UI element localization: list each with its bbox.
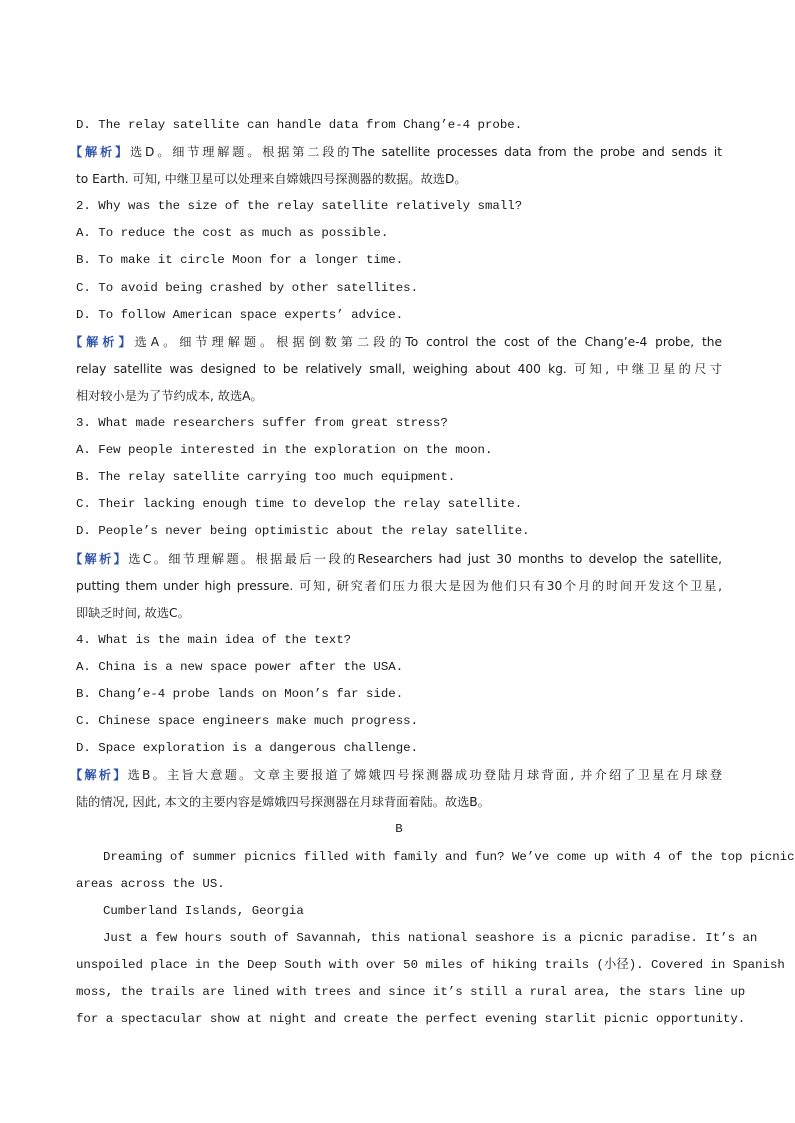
text-line [76, 735, 722, 762]
line-text: putting them under high pressure. 可知, 研究者们压力很大是因为他们只有30个月的时间开发这个卫星, [76, 578, 722, 593]
text-line [76, 816, 722, 843]
text-line [76, 789, 722, 816]
line-text: C. To avoid being crashed by other satellites. [76, 280, 419, 295]
line-text: unspoiled place in the Deep South with over 50 miles of hiking trails (小径). Covered in Spanish [76, 957, 785, 972]
line-text: 即缺乏时间, 故选C。 [76, 605, 190, 620]
analysis-tag: 【解析】 [70, 551, 129, 566]
line-text: for a spectacular show at night and create the perfect evening starlit picnic opportunity. [76, 1012, 746, 1027]
text-line [70, 139, 722, 166]
line-text: areas across the US. [76, 876, 225, 891]
line-text: 2. Why was the size of the relay satellite relatively small? [76, 199, 523, 214]
text-line [76, 871, 722, 898]
line-text: D. To follow American space experts’ advice. [76, 307, 404, 322]
text-line [76, 275, 722, 302]
line-text: 3. What made researchers suffer from great stress? [76, 416, 448, 431]
text-line [76, 573, 722, 600]
text-line [76, 1006, 746, 1033]
text-line [76, 410, 722, 437]
analysis-tag: 【解析】 [70, 768, 128, 783]
text-line [76, 437, 722, 464]
line-text: to Earth. 可知, 中继卫星可以处理来自嫦娥四号探测器的数据。故选D。 [76, 172, 467, 187]
line-text: A. Few people interested in the exploration on the moon. [76, 443, 493, 458]
text-line [70, 329, 722, 356]
line-text: Dreaming of summer picnics filled with family and fun? We’ve come up with 4 of the top picnic [103, 849, 795, 864]
text-line [76, 220, 722, 247]
line-text: B. Chang’e-4 probe lands on Moon’s far side. [76, 686, 404, 701]
text-line [76, 925, 758, 952]
line-text: B. The relay satellite carrying too much equipment. [76, 470, 456, 485]
line-text: 陆的情况, 因此, 本文的主要内容是嫦娥四号探测器在月球背面着陆。故选B。 [76, 795, 490, 810]
text-line [76, 627, 722, 654]
text-line [76, 302, 722, 329]
line-text: D. People’s never being optimistic about the relay satellite. [76, 524, 530, 539]
text-line [76, 464, 722, 491]
text-line [76, 844, 795, 871]
line-text: 选C。细节理解题。根据最后一段的Researchers had just 30 months to develop the satellite, [128, 551, 723, 566]
line-text: D. Space exploration is a dangerous challenge. [76, 741, 419, 756]
line-text: B. To make it circle Moon for a longer time. [76, 253, 404, 268]
line-text: 选D。细节理解题。根据第二段的The satellite processes data from the probe and sends it [130, 145, 722, 160]
text-line [76, 491, 722, 518]
text-line [76, 356, 722, 383]
text-line [70, 762, 723, 789]
document-page [70, 112, 795, 1033]
analysis-tag: 【解析】 [70, 145, 130, 160]
text-line [76, 898, 722, 925]
line-text: B [395, 822, 403, 837]
line-text: 选B。主旨大意题。文章主要报道了嫦娥四号探测器成功登陆月球背面, 并介绍了卫星在月球登 [127, 768, 723, 783]
text-line [76, 654, 722, 681]
line-text: relay satellite was designed to be relatively small, weighing about 400 kg. 可知, 中继卫星的尺寸 [76, 361, 722, 376]
text-line [76, 952, 785, 979]
text-line [76, 166, 722, 193]
text-line [76, 681, 722, 708]
text-line [76, 979, 746, 1006]
text-line [76, 247, 722, 274]
text-line [76, 518, 722, 545]
line-text: Cumberland Islands, Georgia [103, 903, 304, 918]
line-text: A. China is a new space power after the USA. [76, 659, 404, 674]
line-text: C. Chinese space engineers make much progress. [76, 714, 419, 729]
line-text: 选A。细节理解题。根据倒数第二段的To control the cost of the Chang’e-4 probe, the [134, 334, 722, 349]
text-line [76, 383, 722, 410]
text-line [76, 193, 722, 220]
text-line [76, 112, 722, 139]
line-text: Just a few hours south of Savannah, this national seashore is a picnic paradise. It’s an [103, 930, 758, 945]
line-text: 4. What is the main idea of the text? [76, 632, 352, 647]
text-line [76, 708, 722, 735]
line-text: 相对较小是为了节约成本, 故选A。 [76, 388, 263, 403]
text-line [76, 600, 722, 627]
analysis-tag: 【解析】 [70, 334, 135, 349]
text-line [70, 546, 723, 573]
line-text: D. The relay satellite can handle data from Chang’e-4 probe. [76, 118, 523, 132]
line-text: C. Their lacking enough time to develop the relay satellite. [76, 497, 523, 512]
line-text: A. To reduce the cost as much as possible. [76, 226, 389, 241]
line-text: moss, the trails are lined with trees and since it’s still a rural area, the stars line up [76, 985, 746, 999]
